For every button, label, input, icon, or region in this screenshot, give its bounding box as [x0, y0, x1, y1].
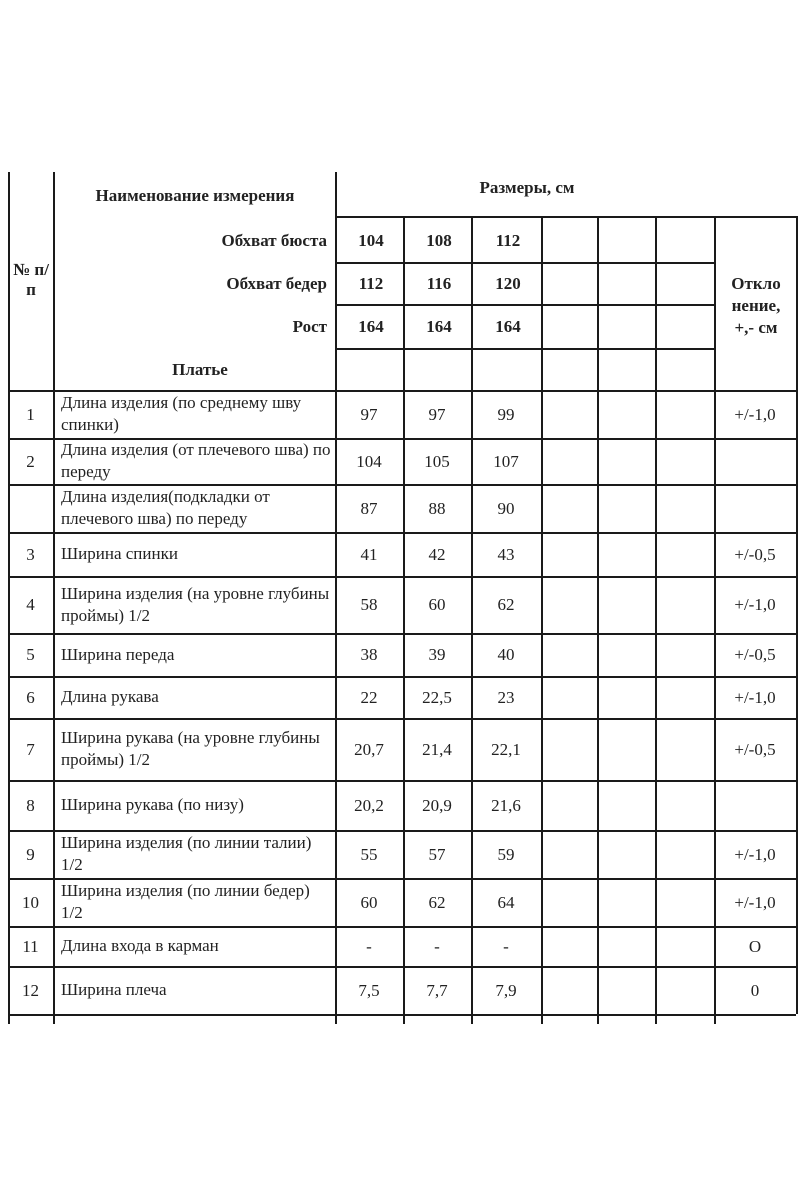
measurement-name: Длина изделия (от плечевого шва) по переду: [61, 440, 331, 481]
grid-line: [541, 216, 543, 1024]
deviation-value: [714, 780, 796, 830]
size-value: 107: [493, 451, 519, 471]
row-number: 9: [26, 844, 35, 864]
measurement-name: Ширина изделия (по линии талии) 1/2: [61, 833, 312, 874]
size-value: 40: [497, 645, 515, 664]
size-value: 20,9: [422, 795, 452, 815]
grid-line: [8, 676, 796, 678]
size-value: 64: [497, 892, 515, 912]
deviation-value: +/-0,5: [734, 544, 776, 564]
deviation-value: [714, 484, 796, 532]
deviation-header: Откло нение, +,- см: [731, 274, 781, 337]
measurement-name: Длина входа в карман: [61, 936, 219, 955]
grid-line: [403, 216, 405, 1024]
row-number: 1: [26, 404, 35, 424]
size-value: 20,2: [354, 795, 384, 815]
size-value: 58: [360, 595, 378, 614]
hips-value: 116: [426, 273, 452, 293]
grid-line: [335, 304, 714, 306]
measure-name-header: Наименование измерения: [95, 185, 295, 205]
size-value: 90: [497, 498, 515, 518]
deviation-value: +/-0,5: [734, 645, 776, 664]
deviation-value: [714, 438, 796, 484]
measurement-name: Ширина переда: [61, 644, 175, 664]
size-value: 22: [360, 687, 378, 707]
measurement-name: Длина изделия (по среднему шву спинки): [61, 393, 302, 434]
grid-line: [8, 966, 796, 968]
size-value: 39: [428, 645, 446, 664]
size-value: 59: [497, 844, 515, 864]
size-value: 22,5: [422, 687, 452, 707]
grid-line: [8, 438, 796, 440]
row-number: [8, 484, 53, 532]
size-value: 21,4: [422, 739, 452, 759]
grid-line: [8, 390, 796, 392]
row-number: 6: [26, 687, 35, 707]
row-number: 4: [26, 595, 35, 614]
deviation-value: +/-0,5: [734, 739, 776, 759]
grid-line: [655, 216, 657, 1024]
grid-line: [335, 216, 796, 218]
size-value: 99: [497, 404, 515, 424]
bust-label: Обхват бюста: [221, 230, 327, 250]
grid-line: [714, 216, 716, 1024]
sizes-header: Размеры, см: [479, 177, 575, 197]
row-number: 3: [26, 544, 35, 564]
measurement-name: Ширина рукава (на уровне глубины проймы) 1/2: [61, 728, 320, 769]
height-value: 164: [426, 316, 452, 336]
size-value: 57: [428, 844, 446, 864]
deviation-value: 0: [750, 980, 760, 1000]
measurement-name: Ширина плеча: [61, 980, 167, 999]
size-value: 104: [356, 451, 382, 471]
row-number: 8: [26, 795, 35, 815]
size-value: 62: [428, 892, 446, 912]
size-value: 21,6: [491, 795, 521, 815]
grid-line: [471, 216, 473, 1024]
size-value: 97: [428, 404, 446, 424]
grid-line: [8, 576, 796, 578]
size-value: -: [366, 936, 372, 956]
grid-line: [8, 718, 796, 720]
size-value: 60: [360, 892, 378, 912]
height-value: 164: [358, 316, 384, 336]
grid-line: [8, 484, 796, 486]
bust-value: 112: [495, 230, 521, 250]
row-number: 10: [22, 892, 39, 912]
deviation-value: +/-1,0: [734, 404, 776, 424]
measurement-name: Ширина рукава (по низу): [61, 795, 244, 814]
size-value: 62: [497, 595, 515, 614]
size-value: 55: [360, 844, 378, 864]
measurement-name: Длина рукава: [61, 687, 159, 706]
grid-line: [8, 926, 796, 928]
hips-label: Обхват бедер: [226, 273, 327, 293]
deviation-value: +/-1,0: [734, 844, 776, 864]
size-value: 97: [360, 404, 378, 424]
grid-line: [8, 172, 10, 1024]
size-value: 38: [360, 645, 378, 664]
size-value: -: [503, 936, 509, 956]
deviation-value: О: [748, 936, 762, 956]
size-value: 88: [428, 498, 446, 518]
size-value: 7,7: [426, 980, 448, 1000]
grid-line: [8, 633, 796, 635]
hips-value: 120: [495, 273, 521, 293]
garment-label: Платье: [172, 359, 228, 379]
row-number: 11: [22, 936, 39, 956]
size-value: -: [434, 936, 440, 956]
row-number: 7: [26, 739, 35, 759]
grid-line: [335, 172, 337, 1024]
size-value: 105: [424, 451, 450, 471]
row-number: 5: [26, 645, 35, 664]
grid-line: [335, 262, 714, 264]
deviation-value: +/-1,0: [734, 892, 776, 912]
size-value: 7,9: [495, 980, 517, 1000]
bust-value: 104: [358, 230, 384, 250]
grid-line: [8, 1014, 796, 1016]
measurement-name: Ширина изделия (по линии бедер) 1/2: [61, 881, 310, 922]
measurement-name: Длина изделия(подкладки от плечевого шва) по переду: [61, 487, 270, 528]
grid-line: [53, 172, 55, 1024]
grid-line: [8, 830, 796, 832]
height-label: Рост: [292, 316, 327, 336]
size-value: 41: [360, 544, 378, 564]
hips-value: 112: [358, 273, 384, 293]
num-header: № п/п: [13, 260, 49, 299]
row-number: 12: [22, 980, 39, 1000]
size-value: 43: [497, 544, 515, 564]
size-value: 22,1: [491, 739, 521, 759]
size-value: 23: [497, 687, 515, 707]
grid-line: [8, 878, 796, 880]
size-value: 60: [428, 595, 446, 614]
height-value: 164: [495, 316, 521, 336]
bust-value: 108: [426, 230, 452, 250]
grid-line: [597, 216, 599, 1024]
row-number: 2: [26, 451, 35, 471]
size-value: 20,7: [354, 739, 384, 759]
deviation-value: +/-1,0: [734, 595, 776, 614]
measurement-name: Ширина спинки: [61, 544, 178, 563]
size-value: 87: [360, 498, 378, 518]
grid-line: [335, 348, 714, 350]
deviation-value: +/-1,0: [734, 687, 776, 707]
size-value: 42: [428, 544, 446, 564]
grid-line: [796, 216, 798, 1014]
grid-line: [8, 532, 796, 534]
grid-line: [8, 780, 796, 782]
size-value: 7,5: [358, 980, 380, 1000]
measurement-name: Ширина изделия (на уровне глубины проймы) 1/2: [61, 583, 330, 625]
